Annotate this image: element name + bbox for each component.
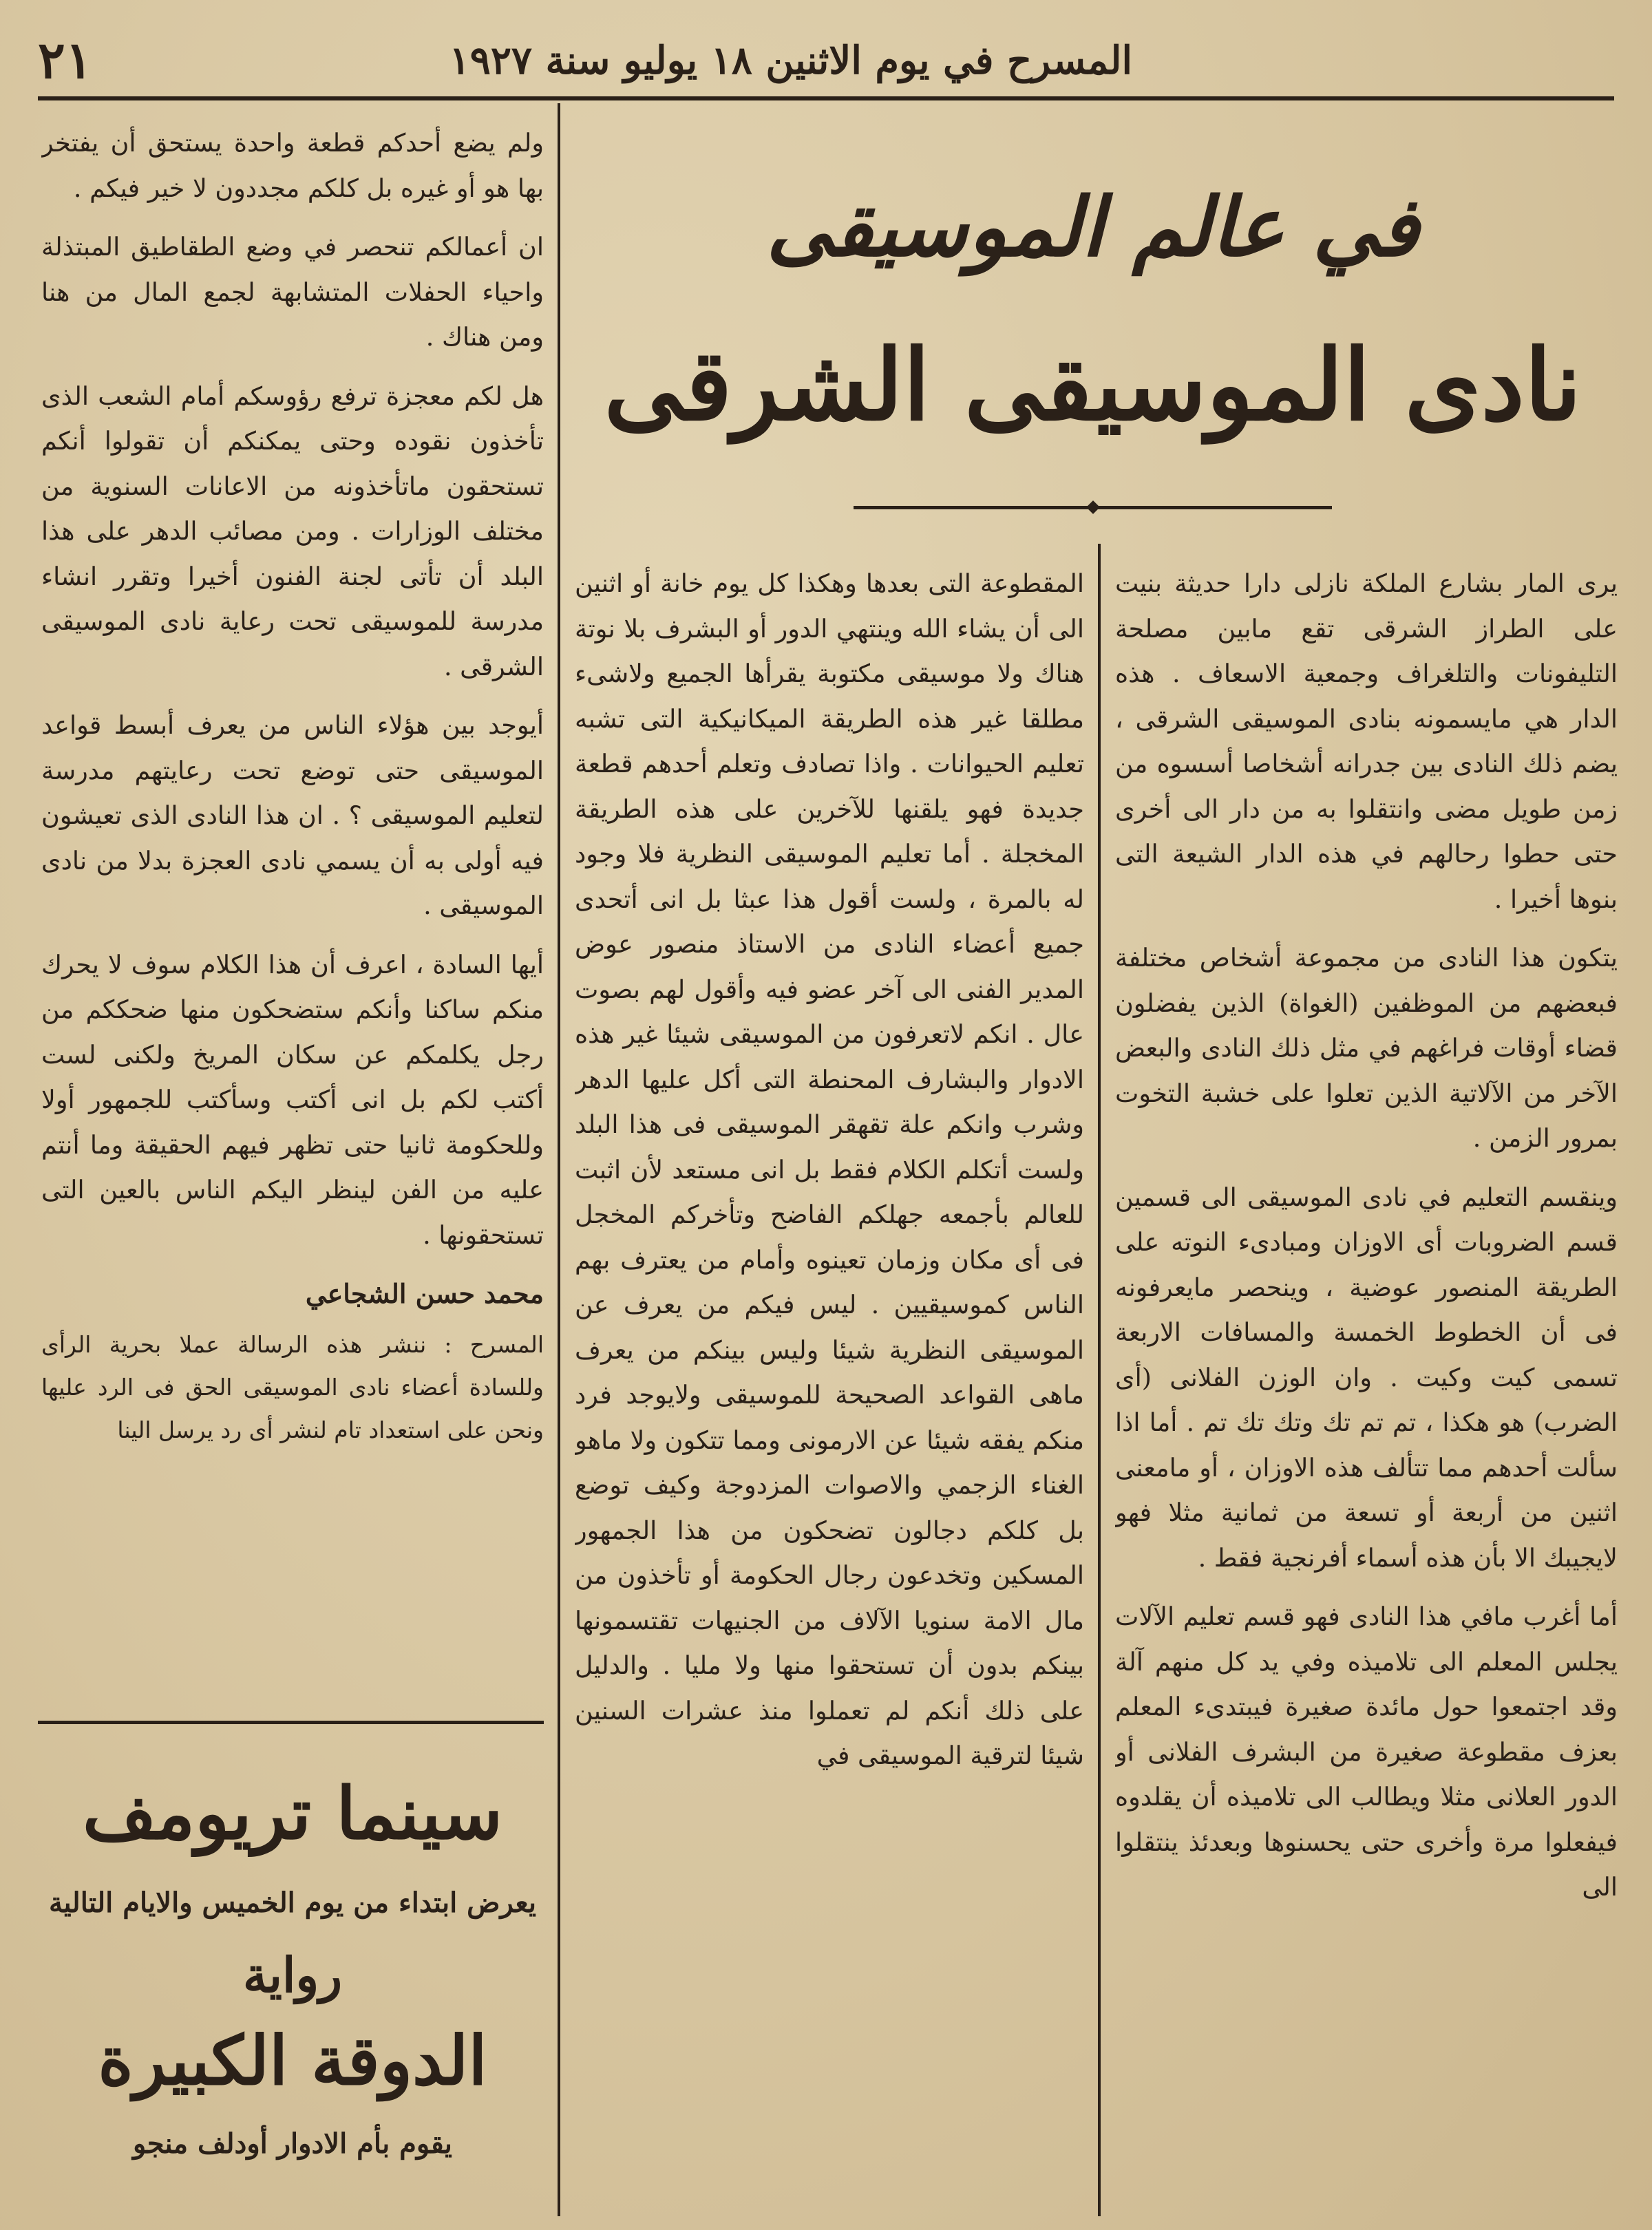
header-rule	[38, 96, 1614, 100]
ad-separator-rule	[38, 1721, 544, 1724]
cinema-advertisement	[41, 1741, 544, 2216]
paragraph: يتكون هذا النادى من مجموعة أشخاص مختلفة فبعضهم من الموظفين (الغواة) الذين يفضلون قضاء أوقات فراغهم في مثل ذلك النادى والبعض الآخر من الآلاتية الذين تعلوا على خشبة التخوت بمرور الزمن .	[1115, 943, 1618, 1153]
article-column-right	[1115, 561, 1618, 2209]
paragraph: يرى المار بشارع الملكة نازلى دارا حديثة بنيت على الطراز الشرقى تقع مابين مصلحة التليفونات والتلغراف وجمعية الاسعاف . هذه الدار هي مايسمونه بنادى الموسيقى الشرقى ، يضم ذلك النادى بين جدرانه أشخاصا أسسوه من زمن طويل مضى وانتقلوا به من دار الى أخرى حتى حطوا رحالهم في هذه الدار الشيعة التى بنوها أخيرا .	[1115, 569, 1618, 914]
article-title: نادى الموسيقى الشرقى	[604, 328, 1582, 443]
column-divider-left	[558, 103, 560, 2216]
page-number: ٢١	[38, 30, 93, 90]
ad-cinema-name: سينما تريومف	[82, 1771, 503, 1856]
paragraph: المقطوعة التى بعدها وهكذا كل يوم خانة أو اثنين الى أن يشاء الله وينتهي الدور أو البشرف بلا نوتة هناك ولا موسيقى مكتوبة يقرأها الجميع ولاشىء مطلقا غير هذه الطريقة الميكانيكية التى تشبه تعليم الحيوانات . واذا تصادف وتعلم أحدهم قطعة جديدة فهو يلقنها للآخرين على هذه الطريقة المخجلة . أما تعليم الموسيقى النظرية فلا وجود له بالمرة ، ولست أقول هذا عبثا بل انى أتحدى جميع أعضاء النادى من الاستاذ منصور عوض المدير الفنى الى آخر عضو فيه وأقول لهم بصوت عال . انكم لاتعرفون من الموسيقى شيئا غير هذه الادوار والبشارف المحنطة التى أكل عليها الدهر وشرب وانكم علة تقهقر الموسيقى فى هذا البلد ولست أتكلم الكلام فقط بل انى مستعد لأن اثبت للعالم بأجمعه جهلكم الفاضح وتأخركم المخجل فى أى مكان وزمان تعينوه وأمام من يعترف بهم الناس كموسيقيين . ليس فيكم من يعرف عن الموسيقى النظرية شيئا وليس بينكم من يعرف ماهى القواعد الصحيحة للموسيقى ولايوجد فرد منكم يفقه شيئا عن الارمونى ومما تتكون ولا ماهو الغناء الزجمي والاصوات المزدوجة وكيف توضع بل كلكم دجالون تضحكون من هذا الجمهور المسكين وتخدعون رجال الحكومة أو تأخذون من مال الامة سنويا الآلاف من الجنيهات تقتسمونها بينكم بدون أن تستحقوا منها ولا مليا . والدليل على ذلك أنكم لم تعملوا منذ عشرات السنين شيئا لترقية الموسيقى في	[575, 569, 1084, 1770]
paragraph: أيها السادة ، اعرف أن هذا الكلام سوف لا يحرك منكم ساكنا وأنكم ستضحكون منها ضحككم من رجل يكلمكم عن سكان المريخ ولكنى لست أكتب لكم بل انى أكتب وسأكتب للجمهور أولا وللحكومة ثانيا حتى تظهر فيهم الحقيقة وما أنتم عليه من الفن لينظر اليكم الناس بالعين التى تستحقونها .	[41, 949, 544, 1250]
editor-note: المسرح : ننشر هذه الرسالة عملا بحرية الرأى وللسادة أعضاء نادى الموسيقى الحق فى الرد عليها ونحن على استعداد تام لنشر أى رد يرسل الينا	[41, 1330, 544, 1443]
paragraph: أيوجد بين هؤلاء الناس من يعرف أبسط قواعد الموسيقى حتى توضع تحت رعايتهم مدرسة لتعليم الموسيقى ؟ . ان هذا النادى الذى تعيشون فيه أولى به أن يسمي نادى العجزة بدلا من نادى الموسيقى .	[41, 710, 544, 920]
title-ornament-rule	[854, 506, 1332, 509]
ad-riwaya-label: رواية	[242, 1946, 343, 2004]
article-column-left	[41, 120, 544, 1707]
paragraph: ولم يضع أحدكم قطعة واحدة يستحق أن يفتخر بها هو أو غيره بل كلكم مجددون لا خير فيكم .	[41, 128, 544, 203]
paragraph: وينقسم التعليم في نادى الموسيقى الى قسمين قسم الضروبات أى الاوزان ومبادىء النوته على الطريقة المنصور عوضية ، وينحصر مايعرفونه فى أن الخطوط الخمسة والمسافات الاربعة تسمى كيت وكيت . وان الوزن الفلانى (أى الضرب) هو هكذا ، تم تم تك وتك تك تم . أما اذا سألت أحدهم مما تتألف هذه الاوزان ، أو مامعنى اثنين من أربعة أو تسعة من ثمانية مثلا فهو لايجيبك الا بأن هذه أسماء أفرنجية فقط .	[1115, 1182, 1618, 1573]
paragraph: هل لكم معجزة ترفع رؤوسكم أمام الشعب الذى تأخذون نقوده وحتى يمكنكم أن تقولوا أنكم تستحقون ماتأخذونه من الاعانات السنوية من مختلف الوزارات . ومن مصائب الدهر على هذا البلد أن تأتى لجنة الفنون أخيرا وتقرر انشاء مدرسة للموسيقى تحت رعاية نادى الموسيقى الشرقى .	[41, 381, 544, 681]
author-signature: محمد حسن الشجاعي	[305, 1278, 544, 1309]
ad-cast-line: يقوم بأم الادوار أودلف منجو	[133, 2127, 452, 2160]
paragraph: ان أعمالكم تنحصر في وضع الطقاطيق المبتذلة واحياء الحفلات المتشابهة لجمع المال من هنا ومن هناك .	[41, 232, 544, 352]
masthead-dateline: المسرح في يوم الاثنين ١٨ يوليو سنة ١٩٢٧	[449, 37, 1132, 83]
section-kicker: في عالم الموسيقى	[766, 179, 1419, 275]
article-title-block	[571, 110, 1614, 544]
page-header	[38, 28, 1614, 93]
paragraph: أما أغرب مافي هذا النادى فهو قسم تعليم الآلات يجلس المعلم الى تلاميذه وفي يد كل منهم آلة وقد اجتمعوا حول مائدة صغيرة فيبتدىء المعلم بعزف مقطوعة صغيرة من البشرف الفلانى أو الدور العلانى مثلا ويطالب الى تلاميذه أن يقلدوه فيفعلوا مرة وأخرى حتى يحسنوها وبعدئذ ينتقلوا الى	[1115, 1602, 1618, 1902]
article-column-middle	[575, 561, 1084, 2209]
ad-film-title: الدوقة الكبيرة	[98, 2021, 487, 2101]
ad-schedule-line: يعرض ابتداء من يوم الخميس والايام التالية	[49, 1887, 536, 1919]
column-divider-right	[1098, 544, 1101, 2216]
